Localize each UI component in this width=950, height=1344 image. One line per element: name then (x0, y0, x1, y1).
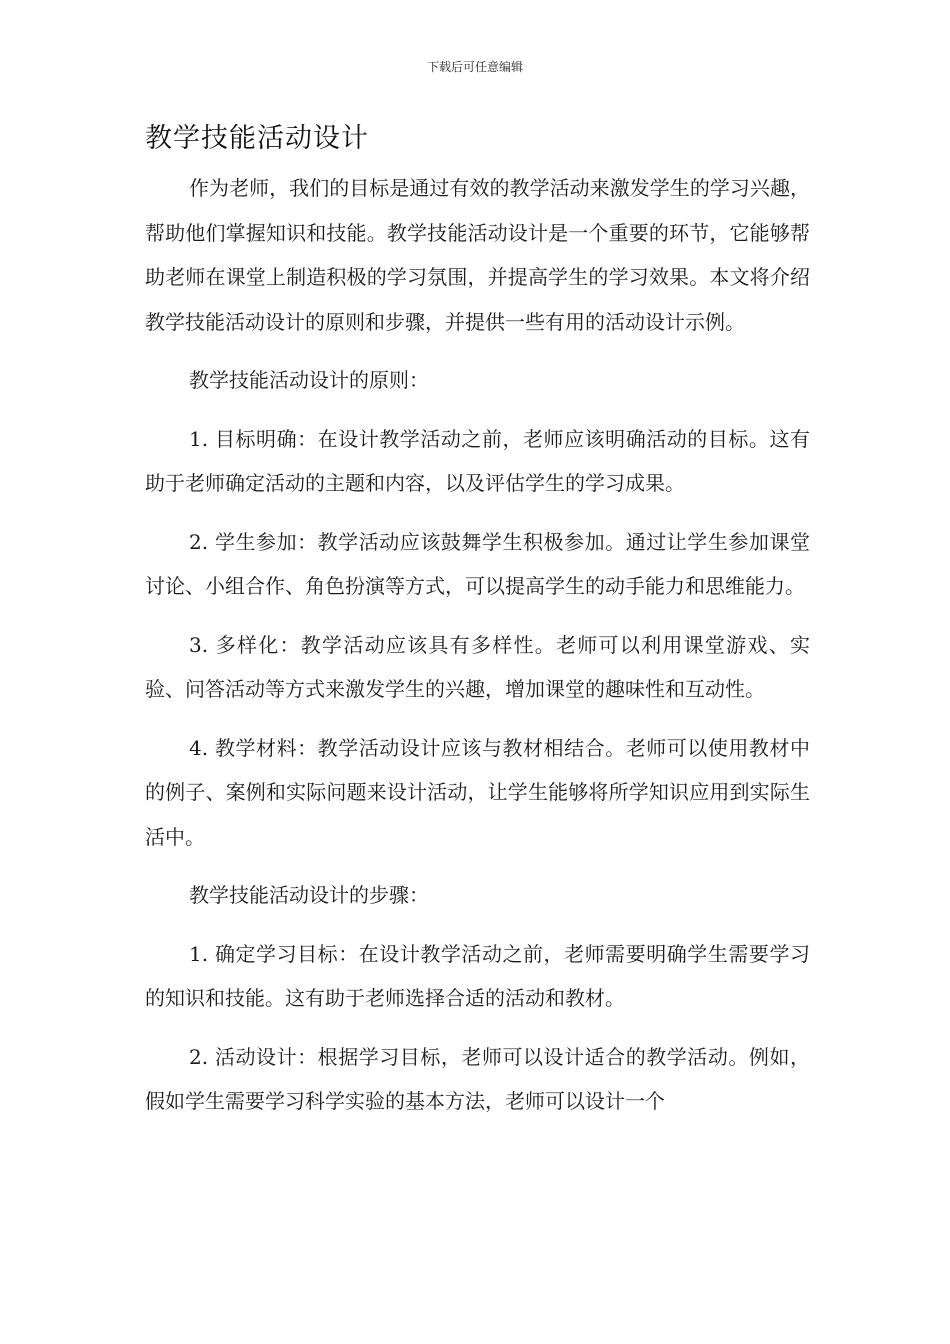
document-body (145, 166, 810, 1138)
header-note: 下载后可任意编辑 (426, 60, 523, 74)
step-item-2: 2. 活动设计：根据学习目标，老师可以设计适合的教学活动。例如，假如学生需要学习科学实验的基本方法，老师可以设计一个 (145, 1044, 810, 1113)
document-title: 教学技能活动设计 (145, 123, 369, 154)
principle-item-4: 4. 教学材料：教学活动设计应该与教材相结合。老师可以使用教材中的例子、案例和实际问题来设计活动，让学生能够将所学知识应用到实际生活中。 (145, 735, 810, 849)
steps-heading: 教学技能活动设计的步骤： (189, 883, 429, 907)
principle-item-3: 3. 多样化：教学活动应该具有多样性。老师可以利用课堂游戏、实验、问答活动等方式来激发学生的兴趣，增加课堂的趣味性和互动性。 (145, 632, 810, 701)
intro-paragraph: 作为老师，我们的目标是通过有效的教学活动来激发学生的学习兴趣，帮助他们掌握知识和技能。教学技能活动设计是一个重要的环节，它能够帮助老师在课堂上制造积极的学习氛围，并提高学生的学习效果。本文将介绍教学技能活动设计的原则和步骤，并提供一些有用的活动设计示例。 (145, 176, 810, 334)
step-item-1: 1. 确定学习目标：在设计教学活动之前，老师需要明确学生需要学习的知识和技能。这有助于老师选择合适的活动和教材。 (145, 941, 810, 1010)
principle-item-2: 2. 学生参加：教学活动应该鼓舞学生积极参加。通过让学生参加课堂讨论、小组合作、角色扮演等方式，可以提高学生的动手能力和思维能力。 (145, 529, 810, 598)
principle-item-1: 1. 目标明确：在设计教学活动之前，老师应该明确活动的目标。这有助于老师确定活动的主题和内容，以及评估学生的学习成果。 (145, 426, 810, 495)
principles-heading: 教学技能活动设计的原则： (189, 368, 429, 392)
